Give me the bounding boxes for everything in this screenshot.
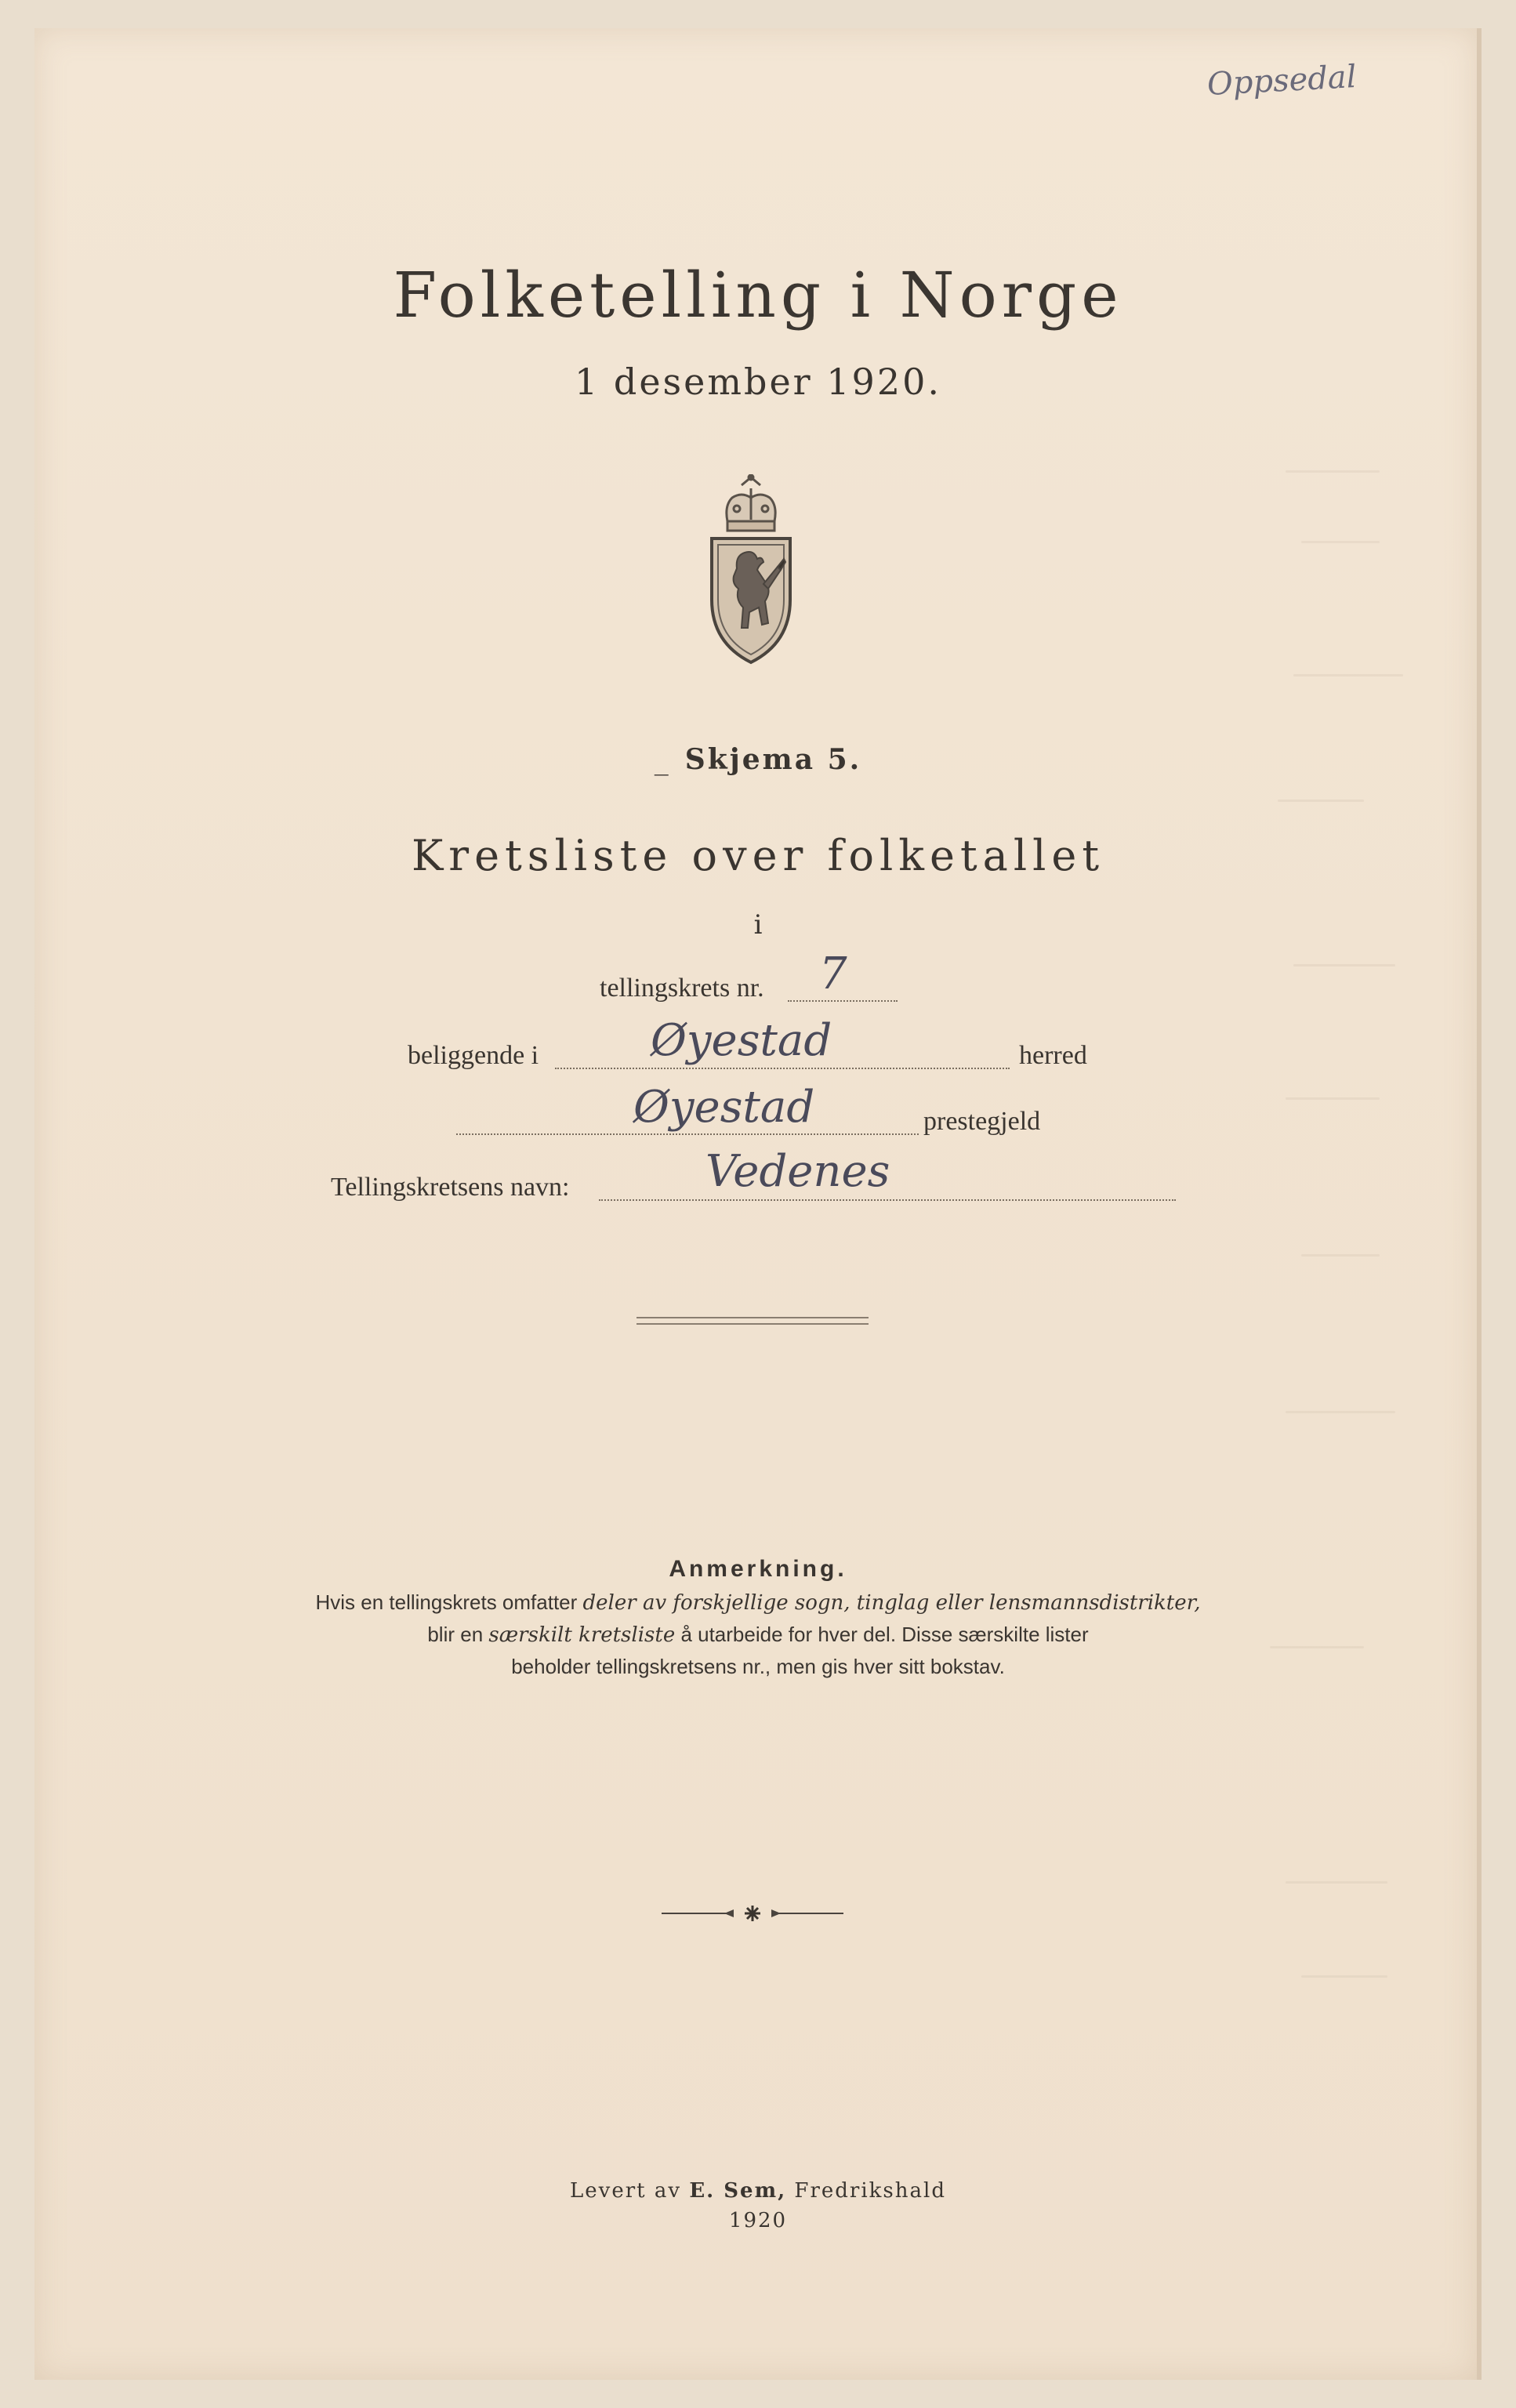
ornament-divider-icon: [658, 1902, 847, 1925]
printer-line: [0, 2179, 1516, 2203]
navn-dotted-line: [599, 1199, 1176, 1201]
printer-name: E. Sem,: [689, 2179, 787, 2203]
herred-dotted-line: [555, 1068, 1010, 1069]
remark-line-2-emphasis: særskilt kretsliste: [488, 1623, 676, 1647]
bleed-through-mark: [1278, 800, 1364, 802]
bleed-through-mark: [1301, 541, 1380, 543]
margin-annotation: Oppsedal: [1206, 59, 1358, 103]
herred-value: Øyestad: [651, 1015, 832, 1066]
krets-dotted-line: [788, 1000, 898, 1002]
bleed-through-mark: [1293, 964, 1395, 966]
printer-place: Fredrikshald: [786, 2179, 946, 2203]
remark-line-2-tail: å utarbeide for hver del. Disse særskilte lister: [675, 1623, 1089, 1646]
krets-label: tellingskrets nr.: [600, 974, 764, 1003]
prestegjeld-dotted-line: [456, 1133, 919, 1135]
remark-line-3: beholder tellingskretsens nr., men gis hver sitt bokstav.: [511, 1655, 1005, 1678]
schema-label: [0, 743, 1516, 776]
bleed-through-mark: [1286, 470, 1380, 473]
schema-text: Skjema 5.: [684, 743, 862, 776]
remark-title: Anmerkning.: [669, 1556, 847, 1582]
remark-line-1-emphasis: deler av forskjellige sogn, tinglag eller lensmannsdistrikter,: [582, 1591, 1201, 1615]
remark-line-1: [235, 1587, 1281, 1619]
document-heading: Kretsliste over folketallet: [411, 831, 1105, 880]
prestegjeld-label: prestegjeld: [923, 1107, 1041, 1136]
navn-label: Tellingskretsens navn:: [331, 1173, 570, 1202]
bleed-through-mark: [1301, 1975, 1387, 1978]
remark-body: [235, 1587, 1281, 1682]
printer-prefix: Levert av: [570, 2179, 690, 2203]
herred-label: herred: [1019, 1041, 1087, 1070]
prestegjeld-value: Øyestad: [633, 1082, 815, 1133]
document-title: Folketelling i Norge: [393, 259, 1123, 332]
bleed-through-mark: [1293, 674, 1403, 676]
beliggende-label: beliggende i: [408, 1041, 539, 1070]
bleed-through-mark: [1286, 1411, 1395, 1413]
remark-line-2: [235, 1619, 1281, 1651]
norwegian-coat-of-arms-icon: [696, 474, 806, 670]
krets-value: 7: [819, 948, 847, 999]
bleed-through-mark: [1286, 1097, 1380, 1100]
census-date: 1 desember 1920.: [575, 361, 941, 403]
remark-line-1-text: Hvis en tellingskrets omfatter: [315, 1590, 583, 1614]
bleed-through-mark: [1301, 1254, 1380, 1257]
printer-year: 1920: [728, 2209, 788, 2232]
preposition-i: i: [753, 909, 763, 941]
remark-line-2-text: blir en: [427, 1623, 489, 1646]
navn-value: Vedenes: [705, 1146, 890, 1197]
divider-rule: [637, 1317, 869, 1325]
schema-dash: _: [654, 744, 671, 776]
bleed-through-mark: [1286, 1881, 1387, 1884]
bleed-through-mark: [1270, 1646, 1364, 1648]
